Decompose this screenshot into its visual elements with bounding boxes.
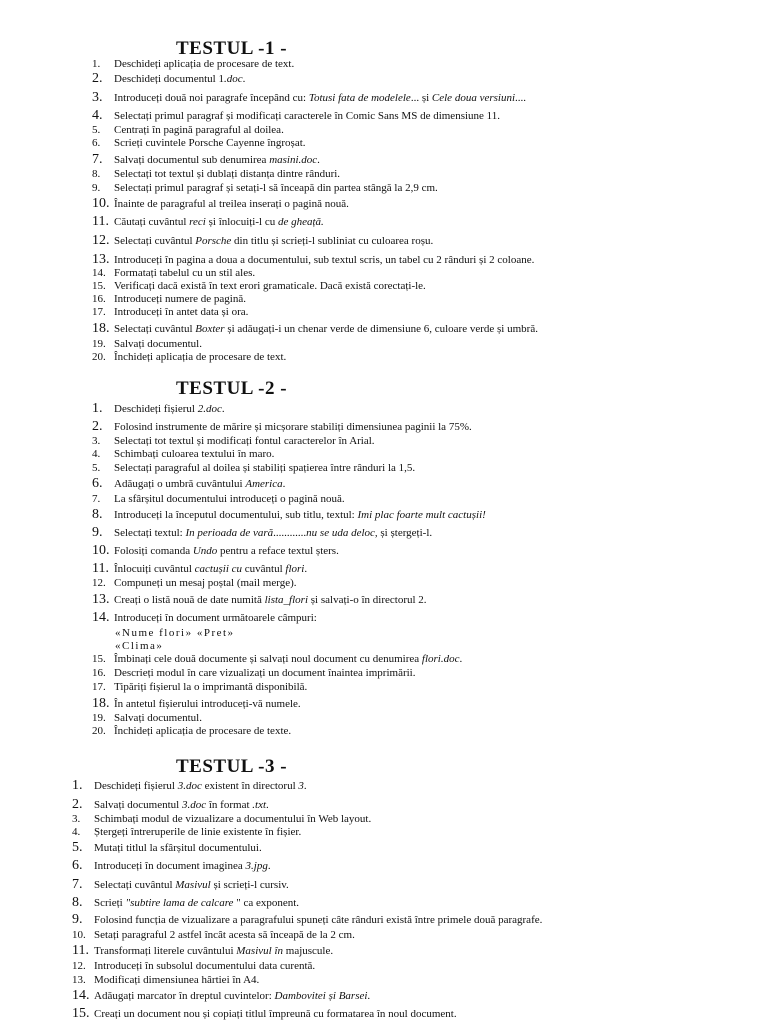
list-item: 8. Introduceți la începutul documentului, sub titlu, textul: Imi plac foarte mult cactușii! bbox=[92, 507, 486, 522]
list-item: 12. Selectați cuvântul Porsche din titlu și scrieți-l subliniat cu culoarea roșu. bbox=[92, 233, 434, 248]
item-text-segment: Introduceți în pagina a doua a documentului, sub textul scris, un tabel cu 2 rânduri și 2 coloane. bbox=[114, 254, 535, 266]
item-text-segment: 3 bbox=[298, 780, 304, 792]
list-item: 20. Închideți aplicația de procesare de texte. bbox=[92, 725, 292, 737]
list-item: 5. Selectați paragraful al doilea și stabiliți spațierea între rânduri la 1,5. bbox=[92, 462, 416, 474]
item-text-segment: 2.doc bbox=[197, 403, 222, 415]
item-text-segment: .doc bbox=[223, 73, 243, 85]
list-item: 3. Schimbați modul de vizualizare a documentului în Web layout. bbox=[72, 813, 372, 825]
list-item: 8. Scrieți "subtire lama de calcare " ca exponent. bbox=[72, 895, 300, 910]
item-text-segment: și ștergeți-l. bbox=[377, 527, 433, 539]
merge-fields-line-1: «Nume flori» «Pret» bbox=[115, 627, 235, 639]
item-text-segment: Schimbați modul de vizualizare a documentului în Web layout. bbox=[94, 813, 372, 825]
item-text-segment: Deschideți documentul 1 bbox=[114, 73, 224, 85]
list-item: 16. Descrieți modul în care vizualizați un document înaintea imprimării. bbox=[92, 667, 416, 679]
item-text-segment: Selectați tot textul și dublați distanța dintre rânduri. bbox=[114, 168, 341, 180]
list-item: 18. În antetul fișierului introduceți-vă numele. bbox=[92, 696, 301, 711]
item-text-segment: pentru a reface textul șters. bbox=[217, 545, 339, 557]
list-item: 9. Folosind funcția de vizualizare a paragrafului spuneți câte rânduri există între primele două paragrafe. bbox=[72, 912, 543, 927]
item-text-segment: 3.jpg bbox=[245, 860, 268, 872]
item-text-segment: Căutați cuvântul bbox=[114, 216, 190, 228]
item-text-segment: Boxter bbox=[195, 323, 225, 335]
item-text-segment: Transformați literele cuvântului bbox=[94, 945, 237, 957]
item-text-segment: și înlocuiți-l cu bbox=[205, 216, 278, 228]
item-text-segment: Creați o listă nouă de date numită bbox=[114, 594, 265, 606]
item-text-segment: Porsche bbox=[195, 235, 232, 247]
item-text-segment: 3.doc bbox=[177, 780, 202, 792]
item-text-segment: Scrieți bbox=[94, 897, 126, 909]
item-text-segment: și salvați-o în directorul 2. bbox=[308, 594, 427, 606]
item-text-segment: Folosiți comanda bbox=[114, 545, 193, 557]
item-text-segment: Introduceți în document imaginea bbox=[94, 860, 246, 872]
item-text-segment: Selectați primul paragraf și setați-l să înceapă din partea stângă la 2,9 cm. bbox=[114, 182, 438, 194]
item-text-segment: 3.doc bbox=[181, 799, 207, 811]
list-item: 17. Tipăriți fișierul la o imprimantă disponibilă. bbox=[92, 681, 308, 693]
item-text-segment: din titlu și scrieți-l subliniat cu culoarea roșu. bbox=[231, 235, 434, 247]
item-text-segment: Selectați paragraful al doilea și stabiliți spațierea între rânduri la 1,5. bbox=[114, 462, 416, 474]
list-item: 4. Ștergeți întreruperile de linie existente în fișier. bbox=[72, 826, 302, 838]
item-text-segment: Introduceți în antet data și ora. bbox=[114, 306, 249, 318]
item-text-segment: Introduceți în subsolul documentului data curentă. bbox=[94, 960, 316, 972]
list-item: 11. Înlocuiți cuvântul cactușii cu cuvântul flori. bbox=[92, 561, 308, 576]
list-item: 17. Introduceți în antet data și ora. bbox=[92, 306, 249, 318]
item-text-segment: America bbox=[245, 478, 283, 490]
list-item: 7. La sfârșitul documentului introduceți o pagină nouă. bbox=[92, 493, 345, 505]
item-text-segment: Selectați primul paragraf și modificați caracterele în Comic Sans MS de dimensiune 11. bbox=[114, 110, 501, 122]
item-text-segment: Undo bbox=[192, 545, 218, 557]
item-text-segment: . bbox=[317, 154, 320, 166]
item-text-segment: cuvântul bbox=[242, 563, 286, 575]
item-text-segment: "subtire lama de calcare bbox=[125, 897, 234, 909]
list-item: 10. Folosiți comanda Undo pentru a reface textul șters. bbox=[92, 543, 339, 558]
item-text-segment: Introduceți numere de pagină. bbox=[114, 293, 246, 305]
item-text-segment: și scrieți-l cursiv. bbox=[210, 879, 289, 891]
item-text-segment: în format bbox=[206, 799, 253, 811]
list-item: 5. Mutați titlul la sfârșitul documentului. bbox=[72, 840, 262, 855]
item-text-segment: Descrieți modul în care vizualizați un document înaintea imprimării. bbox=[114, 667, 416, 679]
list-item: 19. Salvați documentul. bbox=[92, 338, 202, 350]
item-text-segment: Selectați cuvântul bbox=[94, 879, 176, 891]
list-item: 14. Introduceți în document următoarele câmpuri: bbox=[92, 610, 317, 625]
item-text-segment: In perioada de vară bbox=[185, 527, 274, 539]
list-item: 7. Salvați documentul sub denumirea masini.doc. bbox=[92, 152, 320, 167]
item-text-segment: Schimbați culoarea textului în maro. bbox=[114, 448, 275, 460]
list-item: 1. Deschideți fișierul 3.doc existent în directorul 3. bbox=[72, 778, 307, 793]
list-item: 9. Selectați primul paragraf și setați-l să înceapă din partea stângă la 2,9 cm. bbox=[92, 182, 438, 194]
item-text-segment: Folosind instrumente de mărire și micșorare stabiliți dimensiunea paginii la 75%. bbox=[114, 421, 472, 433]
item-text-segment: . bbox=[267, 860, 271, 872]
item-text-segment: Modificați dimensiunea hârtiei în A4. bbox=[94, 974, 260, 986]
merge-fields-line-2: «Clima» bbox=[115, 640, 164, 652]
item-text-segment: . bbox=[459, 653, 463, 665]
item-text-segment: Folosind funcția de vizualizare a paragrafului spuneți câte rânduri există între primele două paragrafe. bbox=[94, 914, 543, 926]
test-1-title: TESTUL -1 - bbox=[176, 38, 288, 59]
item-text-segment: . bbox=[303, 780, 307, 792]
item-text-segment: cactușii cu bbox=[194, 563, 243, 575]
list-item: 13. Modificați dimensiunea hârtiei în A4. bbox=[72, 974, 260, 986]
item-text-segment: Deschideți fișierul bbox=[114, 403, 198, 415]
item-text-segment: Introduceți la începutul documentului, sub titlu, textul: bbox=[114, 509, 358, 521]
list-item: 4. Selectați primul paragraf și modificați caracterele în Comic Sans MS de dimensiune 11. bbox=[92, 108, 501, 123]
item-text-segment: Selectați cuvântul bbox=[114, 323, 196, 335]
item-text-segment: Salvați documentul. bbox=[114, 338, 202, 350]
item-text-segment: Imi plac foarte mult cactușii! bbox=[357, 509, 486, 521]
item-text-segment: Îmbinați cele două documente și salvați noul document cu denumirea bbox=[114, 653, 422, 665]
item-text-segment: nu se uda deloc, bbox=[306, 527, 378, 539]
list-item: 13. Introduceți în pagina a doua a documentului, sub textul scris, un tabel cu 2 rânduri și 2 coloane. bbox=[92, 252, 535, 267]
item-text-segment: Creați un document nou și copiați titlul împreună cu formatarea în noul document. bbox=[94, 1008, 457, 1020]
item-text-segment: Închideți aplicația de procesare de texte. bbox=[114, 725, 292, 737]
list-item: 6. Adăugați o umbră cuvântului America. bbox=[92, 476, 286, 491]
list-item: 11. Transformați literele cuvântului Masivul în majuscule. bbox=[72, 943, 334, 958]
item-text-segment: reci bbox=[189, 216, 206, 228]
item-text-segment: Masivul în bbox=[236, 945, 284, 957]
list-item: 18. Selectați cuvântul Boxter și adăugați-i un chenar verde de dimensiune 6, culoare verde și umbră. bbox=[92, 321, 538, 336]
item-text-segment: de gheață. bbox=[277, 216, 324, 228]
test-3-title: TESTUL -3 - bbox=[176, 756, 288, 777]
list-item: 12. Compuneți un mesaj poștal (mail merge). bbox=[92, 577, 297, 589]
list-item: 2. Deschideți documentul 1.doc. bbox=[92, 71, 246, 86]
item-text-segment: Selectați cuvântul bbox=[114, 235, 196, 247]
item-text-segment: Salvați documentul sub denumirea bbox=[114, 154, 270, 166]
item-text-segment: .txt bbox=[252, 799, 267, 811]
item-text-segment: Formatați tabelul cu un stil ales. bbox=[114, 267, 256, 279]
item-text-segment: lista_flori bbox=[264, 594, 309, 606]
item-text-segment: și adăugați-i un chenar verde de dimensiune 6, culoare verde și umbră. bbox=[224, 323, 538, 335]
list-item: 15. Îmbinați cele două documente și salvați noul document cu denumirea flori.doc. bbox=[92, 653, 463, 665]
list-item: 6. Introduceți în document imaginea 3.jpg. bbox=[72, 858, 271, 873]
list-item: 3. Selectați tot textul și modificați fontul caracterelor în Arial. bbox=[92, 435, 375, 447]
list-item: 11. Căutați cuvântul reci și înlocuiți-l cu de gheață. bbox=[92, 214, 324, 229]
item-text-segment: Deschideți aplicația de procesare de text. bbox=[114, 58, 295, 70]
item-text-segment: Dambovitei și Barsei bbox=[274, 990, 368, 1002]
item-text-segment: . bbox=[266, 799, 269, 811]
list-item: 15. Verificați dacă există în text erori gramaticale. Dacă există corectați-le. bbox=[92, 280, 426, 292]
list-item: 5. Centrați în pagină paragraful al doilea. bbox=[92, 124, 284, 136]
list-item: 15. Creați un document nou și copiați titlul împreună cu formatarea în noul document. bbox=[72, 1006, 457, 1021]
item-text-segment: Adăugați o umbră cuvântului bbox=[114, 478, 246, 490]
list-item: 2. Salvați documentul 3.doc în format .txt. bbox=[72, 797, 269, 812]
item-text-segment: Salvați documentul bbox=[94, 799, 182, 811]
test-2-title: TESTUL -2 - bbox=[176, 378, 288, 399]
list-item: 14. Adăugați marcator în dreptul cuvintelor: Dambovitei și Barsei. bbox=[72, 988, 371, 1003]
list-item: 16. Introduceți numere de pagină. bbox=[92, 293, 246, 305]
item-text-segment: Compuneți un mesaj poștal (mail merge). bbox=[114, 577, 297, 589]
item-text-segment: . bbox=[242, 73, 246, 85]
item-text-segment: " ca exponent. bbox=[233, 897, 300, 909]
list-item: 3. Introduceți două noi paragrafe începând cu: Totusi fata de modelele... și Cele doua versiuni.... bbox=[92, 90, 527, 105]
item-text-segment: ............ bbox=[273, 527, 307, 539]
item-text-segment: . bbox=[304, 563, 308, 575]
list-item: 9. Selectați textul: In perioada de vară............nu se uda deloc, și ștergeți-l. bbox=[92, 525, 433, 540]
item-text-segment: existent în directorul bbox=[201, 780, 299, 792]
list-item: 7. Selectați cuvântul Masivul și scrieți-l cursiv. bbox=[72, 877, 289, 892]
list-item: 8. Selectați tot textul și dublați distanța dintre rânduri. bbox=[92, 168, 341, 180]
item-text-segment: Cele doua versiuni bbox=[431, 92, 516, 104]
list-item: 1. Deschideți aplicația de procesare de text. bbox=[92, 58, 295, 70]
item-text-segment: majuscule. bbox=[283, 945, 334, 957]
list-item: 10. Înainte de paragraful al treilea inserați o pagină nouă. bbox=[92, 196, 349, 211]
list-item: 20. Închideți aplicația de procesare de text. bbox=[92, 351, 287, 363]
item-text-segment: . bbox=[367, 990, 371, 1002]
list-item: 6. Scrieți cuvintele Porsche Cayenne îngroșat. bbox=[92, 137, 306, 149]
item-text-segment: Înainte de paragraful al treilea inserați o pagină nouă. bbox=[114, 198, 349, 210]
list-item: 1. Deschideți fișierul 2.doc. bbox=[92, 401, 225, 416]
list-item: 2. Folosind instrumente de mărire și micșorare stabiliți dimensiunea paginii la 75%. bbox=[92, 419, 472, 434]
item-text-segment: Adăugați marcator în dreptul cuvintelor: bbox=[94, 990, 275, 1002]
list-item: 10. Setați paragraful 2 astfel încât acesta să înceapă de la 2 cm. bbox=[72, 929, 355, 941]
item-text-segment: . bbox=[282, 478, 286, 490]
item-text-segment: . bbox=[221, 403, 225, 415]
item-text-segment: Totusi fata de modelele bbox=[308, 92, 411, 104]
item-text-segment: Introduceți două noi paragrafe începând cu: bbox=[114, 92, 309, 104]
item-text-segment: Mutați titlul la sfârșitul documentului. bbox=[94, 842, 262, 854]
list-item: 14. Formatați tabelul cu un stil ales. bbox=[92, 267, 256, 279]
item-text-segment: La sfârșitul documentului introduceți o pagină nouă. bbox=[114, 493, 345, 505]
list-item: 4. Schimbați culoarea textului în maro. bbox=[92, 448, 275, 460]
item-text-segment: Tipăriți fișierul la o imprimantă disponibilă. bbox=[114, 681, 308, 693]
list-item: 19. Salvați documentul. bbox=[92, 712, 202, 724]
item-text-segment: Setați paragraful 2 astfel încât acesta să înceapă de la 2 cm. bbox=[94, 929, 355, 941]
item-text-segment: Masivul bbox=[175, 879, 211, 891]
item-text-segment: Verificați dacă există în text erori gramaticale. Dacă există corectați-le. bbox=[114, 280, 426, 292]
item-text-segment: .... bbox=[515, 92, 527, 104]
item-text-segment: Salvați documentul. bbox=[114, 712, 202, 724]
item-text-segment: Scrieți cuvintele Porsche Cayenne îngroșat. bbox=[114, 137, 306, 149]
item-text-segment: masini.doc bbox=[269, 154, 318, 166]
list-item: 12. Introduceți în subsolul documentului data curentă. bbox=[72, 960, 316, 972]
item-text-segment: Înlocuiți cuvântul bbox=[114, 563, 195, 575]
item-text-segment: flori bbox=[285, 563, 305, 575]
item-text-segment: Introduceți în document următoarele câmpuri: bbox=[114, 612, 317, 624]
item-text-segment: Selectați tot textul și modificați fontul caracterelor în Arial. bbox=[114, 435, 375, 447]
item-text-segment: Centrați în pagină paragraful al doilea. bbox=[114, 124, 284, 136]
item-text-segment: flori.doc bbox=[421, 653, 460, 665]
item-text-segment: Ștergeți întreruperile de linie existente în fișier. bbox=[94, 826, 302, 838]
item-text-segment: Închideți aplicația de procesare de text. bbox=[114, 351, 287, 363]
item-text-segment: Selectați textul: bbox=[114, 527, 186, 539]
item-text-segment: Deschideți fișierul bbox=[94, 780, 178, 792]
item-text-segment: În antetul fișierului introduceți-vă numele. bbox=[114, 698, 301, 710]
list-item: 13. Creați o listă nouă de date numită lista_flori și salvați-o în directorul 2. bbox=[92, 592, 427, 607]
item-text-segment: ... și bbox=[410, 92, 432, 104]
